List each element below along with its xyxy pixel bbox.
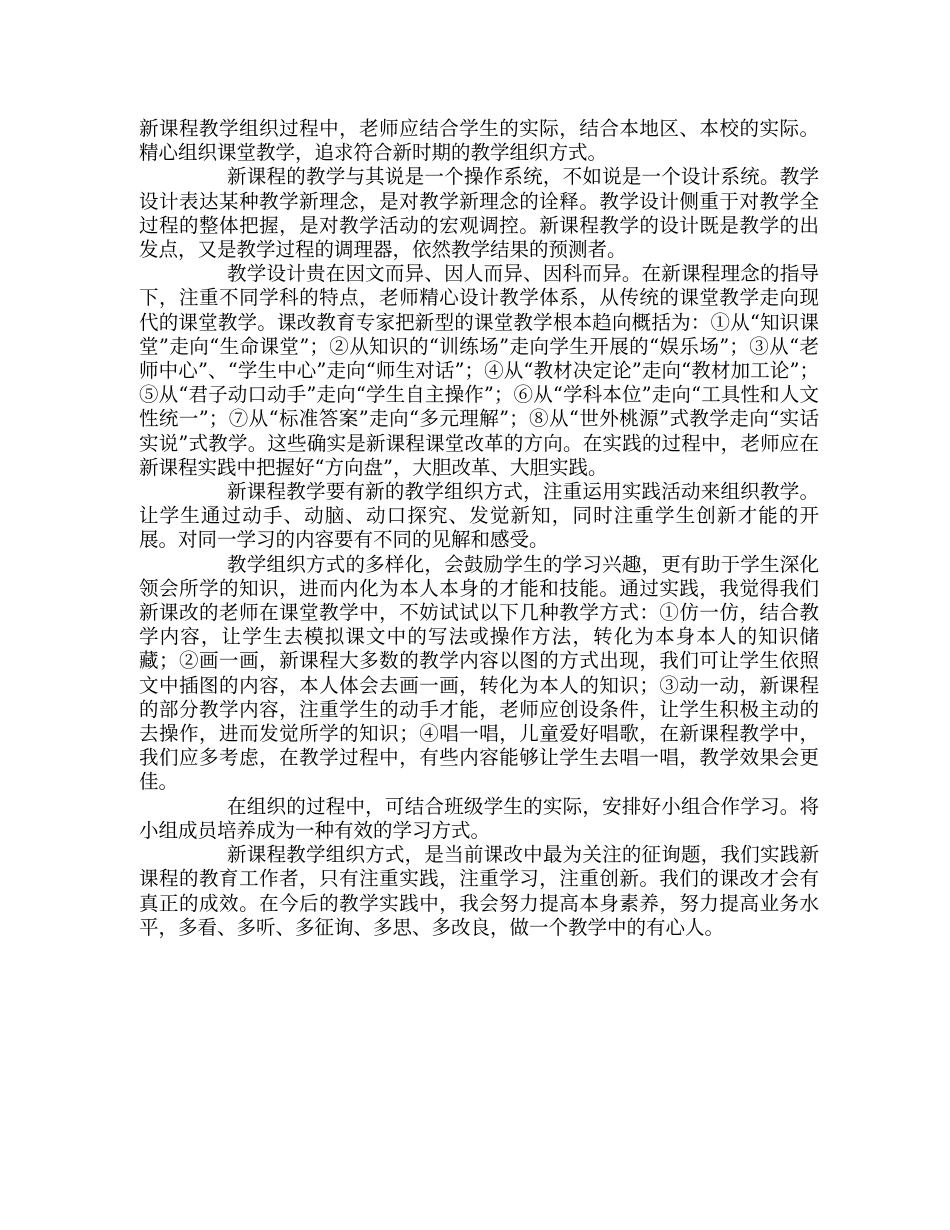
paragraph-conclusion: 新课程教学组织方式，是当前课改中最为关注的征询题，我们实践新课程的教育工作者，只有注重实践，注重学习，注重创新。我们的课改才会有真正的成效。在今后的教学实践中，我会努力提高本身素养，努力提高业务水平，多看、多听、多征询、多思、多改良，做一个教学中的有心人。 [139,843,819,939]
paragraph-design-system: 新课程的教学与其说是一个操作系统，不如说是一个设计系统。教学设计表达某种教学新理念，是对教学新理念的诠释。教学设计侧重于对教学全过程的整体把握，是对教学活动的宏观调控。新课程教学的设计既是教学的出发点，又是教学过程的调理器，依然教学结果的预测者。 [139,165,819,262]
document-body [139,117,819,940]
paragraph-diversified-teaching: 教学组织方式的多样化，会鼓励学生的学习兴趣，更有助于学生深化领会所学的知识，进而内化为本人本身的才能和技能。通过实践，我觉得我们新课改的老师在课堂教学中，不妨试试以下几种教学方式：①仿一仿，结合教学内容，让学生去模拟课文中的写法或操作方法，转化为本身本人的知识储藏；②画一画，新课程大多数的教学内容以图的方式出现，我们可让学生依照文中插图的内容，本人体会去画一画，转化为本人的知识；③动一动，新课程的部分教学内容，注重学生的动手才能，老师应创设条件，让学生积极主动的去操作，进而发觉所学的知识；④唱一唱，儿童爱好唱歌，在新课程教学中，我们应多考虑，在教学过程中，有些内容能够让学生去唱一唱，教学效果会更佳。 [139,552,819,794]
paragraph-intro: 新课程教学组织过程中，老师应结合学生的实际，结合本地区、本校的实际。精心组织课堂教学，追求符合新时期的教学组织方式。 [139,117,819,165]
paragraph-group-learning: 在组织的过程中，可结合班级学生的实际，安排好小组合作学习。将小组成员培养成为一种有效的学习方式。 [139,794,819,842]
paragraph-organization-methods: 新课程教学要有新的教学组织方式，注重运用实践活动来组织教学。让学生通过动手、动脑、动口探究、发觉新知，同时注重学生创新才能的开展。对同一学习的内容要有不同的见解和感受。 [139,480,819,552]
paragraph-design-principles: 教学设计贵在因文而异、因人而异、因科而异。在新课程理念的指导下，注重不同学科的特点，老师精心设计教学体系，从传统的课堂教学走向现代的课堂教学。课改教育专家把新型的课堂教学根本趋向概括为：①从“知识课堂”走向“生命课堂”；②从知识的“训练场”走向学生开展的“娱乐场”；③从“老师中心”、“学生中心”走向“师生对话”；④从“教材决定论”走向“教材加工论”；⑤从“君子动口动手”走向“学生自主操作”；⑥从“学科本位”走向“工具性和人文性统一”；⑦从“标准答案”走向“多元理解”；⑧从“世外桃源”式教学走向“实话实说”式教学。这些确实是新课程课堂改革的方向。在实践的过程中，老师应在新课程实践中把握好“方向盘”，大胆改革、大胆实践。 [139,262,819,479]
